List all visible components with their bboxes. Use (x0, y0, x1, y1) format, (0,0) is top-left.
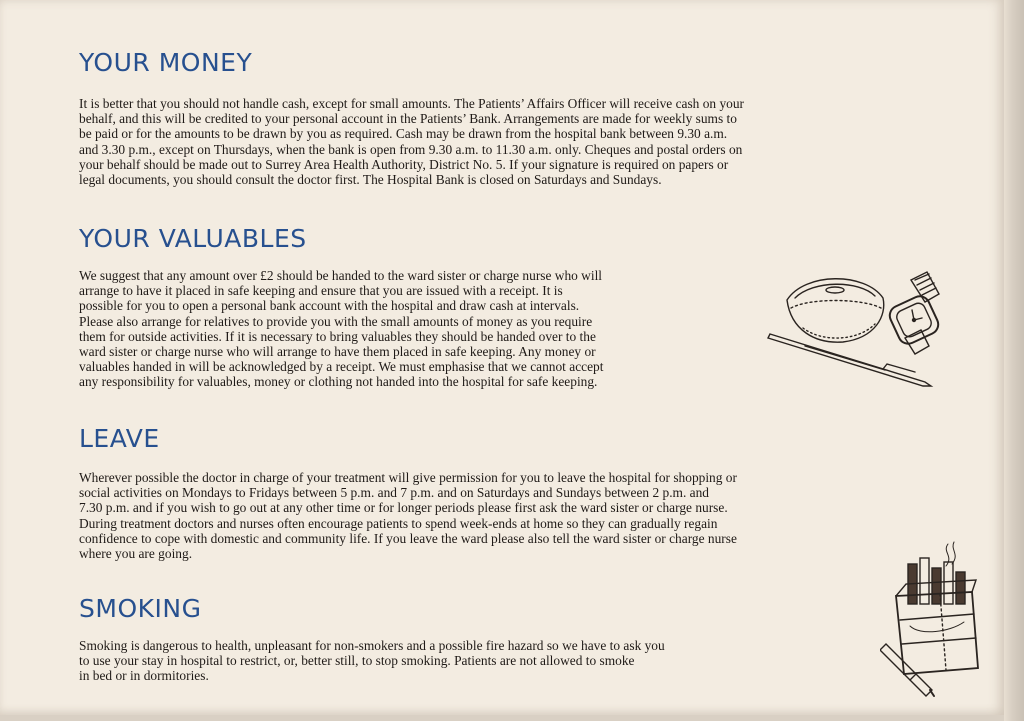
text-line: any responsibility for valuables, money or clothing not handed into the hospital for safe keeping. (79, 374, 598, 390)
text-line: Please also arrange for relatives to provide you with the small amounts of money as you require (79, 313, 593, 329)
text-line: possible for you to open a personal bank account with the hospital and draw cash at intervals. (79, 298, 580, 314)
page-edge (1004, 0, 1024, 721)
text-line: legal documents, you should consult the doctor first. The Hospital Bank is closed on Saturdays and Sundays. (79, 172, 662, 188)
heading-your-valuables: YOUR VALUABLES (79, 224, 307, 253)
text-line: confidence to cope with domestic and community life. If you leave the ward please also tell the ward sister or charge nurse (79, 530, 737, 546)
text-line: During treatment doctors and nurses often encourage patients to spend week-ends at home so they can gradually regain (79, 515, 718, 531)
paragraph-your-valuables (79, 268, 603, 390)
text-line: in bed or in dormitories. (79, 668, 209, 684)
text-line: Wherever possible the doctor in charge of your treatment will give permission for you to leave the hospital for shopping or (79, 470, 737, 485)
heading-leave: LEAVE (79, 424, 160, 453)
text-line: ward sister or charge nurse who will arrange to have them placed in safe keeping. Any money or (79, 344, 596, 360)
text-line: 7.30 p.m. and if you wish to go out at any other time or for longer periods please first ask the ward sister or charge nurse. (79, 500, 728, 516)
text-line: them for outside activities. If it is necessary to bring valuables they should be handed over to the (79, 328, 596, 344)
paragraph-smoking (79, 638, 665, 684)
cigarette-pack-illustration (880, 540, 990, 700)
purse-watch-pen-illustration (765, 268, 940, 393)
text-line: It is better that you should not handle cash, except for small amounts. The Patients’ Affairs Officer will receive cash on your (79, 96, 745, 111)
heading-smoking: SMOKING (79, 594, 202, 623)
text-line: Smoking is dangerous to health, unpleasant for non-smokers and a possible fire hazard so we have to ask you (79, 638, 665, 653)
text-line: behalf, and this will be credited to your personal account in the Patients’ Bank. Arrangements are made for weekly sums to (79, 111, 737, 127)
text-line: your behalf should be made out to Surrey Area Health Authority, District No. 5. If your signature is required on papers or (79, 156, 729, 172)
text-line: social activities on Mondays to Fridays between 5 p.m. and 7 p.m. and on Saturdays and Sundays between 2 p.m. and (79, 485, 709, 501)
text-line: valuables handed in will be acknowledged by a receipt. We must emphasise that we cannot accept (79, 359, 604, 375)
text-line: arrange to have it placed in safe keeping and ensure that you are issued with a receipt. It is (79, 283, 563, 299)
text-line: and 3.30 p.m., except on Thursdays, when the bank is open from 9.30 a.m. to 11.30 a.m. only. Cheques and postal orders on (79, 141, 743, 157)
heading-your-money: YOUR MONEY (79, 48, 253, 77)
text-line: be paid or for the amounts to be drawn by you as required. Cash may be drawn from the hospital bank between 9.30 a.m. (79, 126, 728, 142)
paragraph-leave (79, 470, 737, 561)
text-line: We suggest that any amount over £2 should be handed to the ward sister or charge nurse who will (79, 268, 603, 283)
text-line: where you are going. (79, 546, 193, 562)
paragraph-your-money (79, 96, 744, 187)
page-bottom-edge (0, 715, 1004, 721)
text-line: to use your stay in hospital to restrict, or, better still, to stop smoking. Patients are not allowed to smoke (79, 653, 635, 669)
